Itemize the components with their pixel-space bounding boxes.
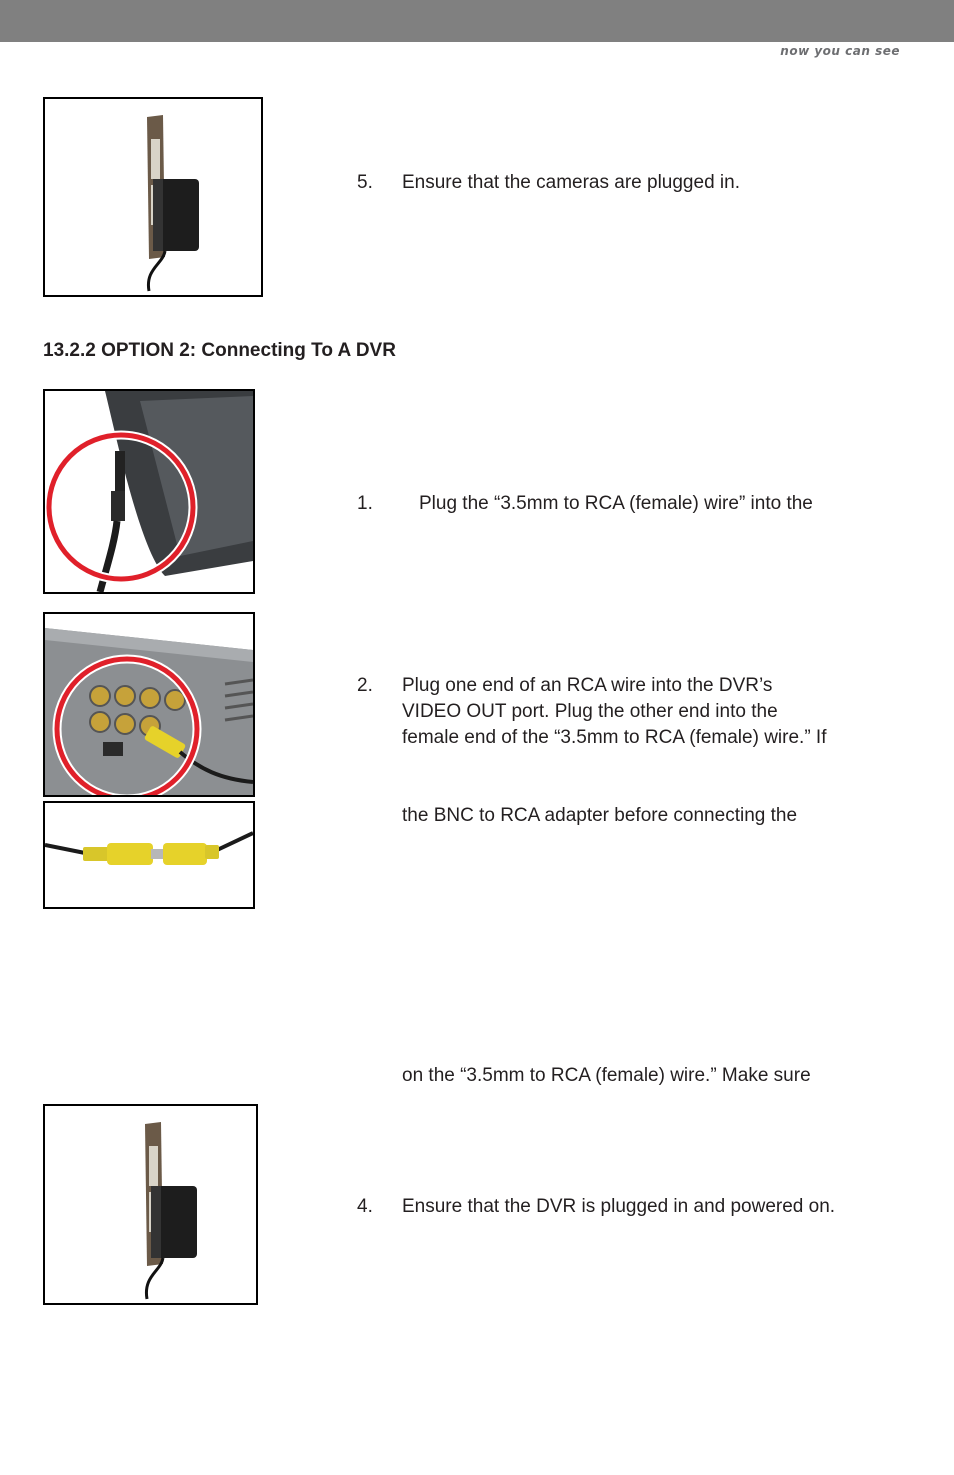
- step-text: [402, 673, 827, 829]
- step-number: 1.: [357, 493, 373, 514]
- step-1: [357, 491, 917, 517]
- step-5: [357, 170, 917, 196]
- continued-text: on the “3.5mm to RCA (female) wire.” Make sure: [402, 1065, 811, 1086]
- monitor-jack-image: [43, 389, 255, 594]
- step-number: 5.: [357, 172, 373, 193]
- power-adapter-image: [43, 97, 263, 297]
- step-text: Plug the “3.5mm to RCA (female) wire” into the: [419, 493, 813, 514]
- step-text-line: the BNC to RCA adapter before connecting the: [402, 805, 798, 826]
- step-text-line: female end of the “3.5mm to RCA (female) wire.” If: [402, 727, 827, 748]
- step-4: [357, 1194, 937, 1220]
- step-2: [357, 673, 917, 826]
- header-bar: [0, 0, 954, 42]
- power-adapter-image: [43, 1104, 258, 1305]
- step-text-line: Plug one end of an RCA wire into the DVR’s: [402, 675, 773, 696]
- step-text: Ensure that the cameras are plugged in.: [402, 172, 740, 193]
- step-number: 2.: [357, 675, 373, 696]
- step-text: Ensure that the DVR is plugged in and powered on.: [402, 1196, 836, 1217]
- step-number: 4.: [357, 1196, 373, 1217]
- section-heading: 13.2.2 OPTION 2: Connecting To A DVR: [43, 340, 396, 361]
- rca-coupler-image: [43, 801, 255, 909]
- brand-tagline: now you can see: [780, 44, 900, 58]
- dvr-rear-panel-image: [43, 612, 255, 797]
- step-text-line: VIDEO OUT port. Plug the other end into the: [402, 701, 778, 722]
